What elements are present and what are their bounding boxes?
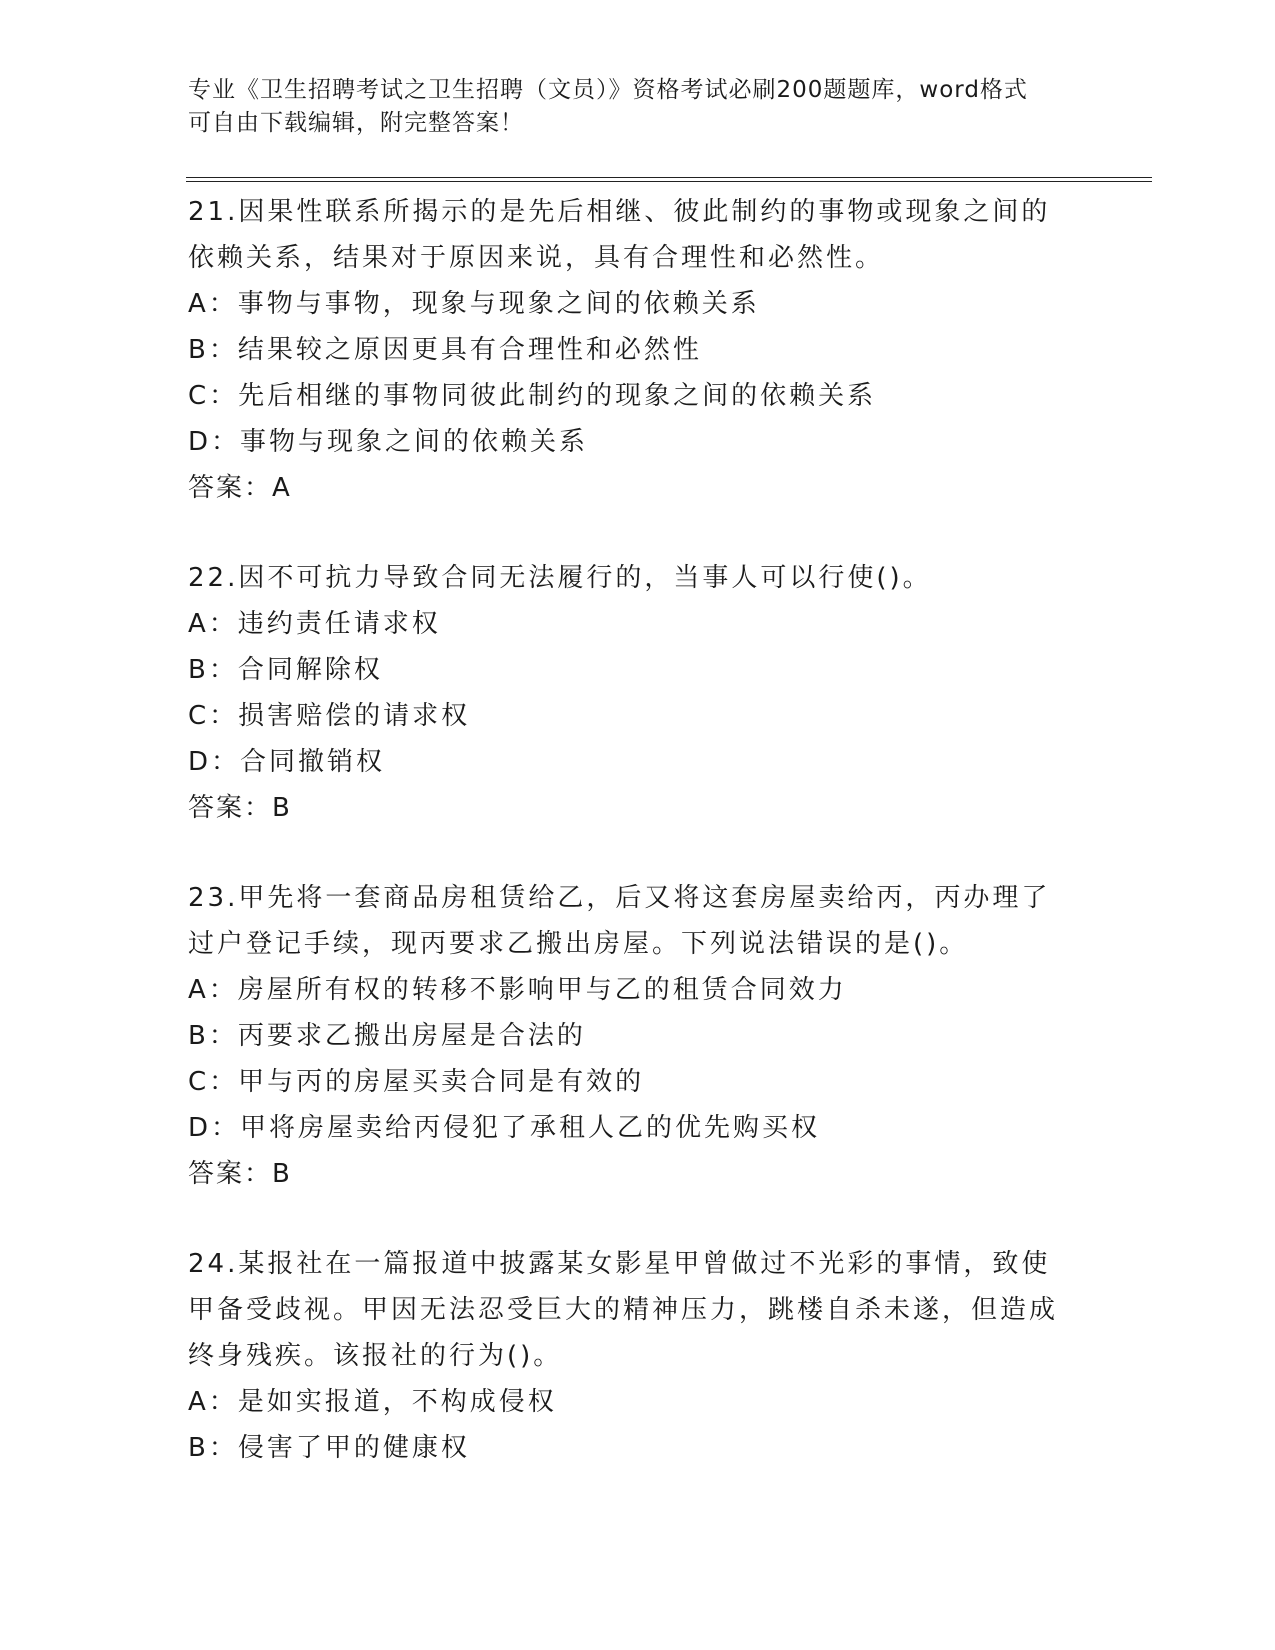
question-stem: 24.某报社在一篇报道中披露某女影星甲曾做过不光彩的事情，致使甲备受歧视。甲因无法忍受巨大的精神压力，跳楼自杀未遂，但造成终身残疾。该报社的行为()。 — [188, 1249, 1059, 1371]
question-21 — [188, 189, 1088, 511]
header-divider — [186, 177, 1152, 182]
question-stem: 21.因果性联系所揭示的是先后相继、彼此制约的事物或现象之间的依赖关系，结果对于原因来说，具有合理性和必然性。 — [188, 197, 1051, 273]
question-list — [188, 189, 1088, 1515]
option-d: D：事物与现象之间的依赖关系 — [188, 427, 589, 457]
answer-label: 答案：A — [188, 473, 292, 503]
answer-label: 答案：B — [188, 1159, 292, 1189]
option-a: A：事物与事物，现象与现象之间的依赖关系 — [188, 289, 760, 319]
header-line-1: 专业《卫生招聘考试之卫生招聘（文员）》资格考试必刷200题题库，word格式 — [188, 77, 1028, 103]
option-c: C：甲与丙的房屋买卖合同是有效的 — [188, 1067, 645, 1097]
option-b: B：合同解除权 — [188, 655, 383, 685]
question-22 — [188, 555, 1088, 831]
question-stem: 23.甲先将一套商品房租赁给乙，后又将这套房屋卖给丙，丙办理了过户登记手续，现丙要求乙搬出房屋。下列说法错误的是()。 — [188, 883, 1051, 959]
answer-label: 答案：B — [188, 793, 292, 823]
option-c: C：先后相继的事物同彼此制约的现象之间的依赖关系 — [188, 381, 877, 411]
header-line-2: 可自由下载编辑，附完整答案！ — [188, 110, 524, 136]
option-a: A：违约责任请求权 — [188, 609, 441, 639]
question-24 — [188, 1241, 1088, 1471]
option-d: D：甲将房屋卖给丙侵犯了承租人乙的优先购买权 — [188, 1113, 821, 1143]
option-b: B：丙要求乙搬出房屋是合法的 — [188, 1021, 586, 1051]
option-b: B：结果较之原因更具有合理性和必然性 — [188, 335, 702, 365]
question-stem: 22.因不可抗力导致合同无法履行的，当事人可以行使()。 — [188, 563, 932, 593]
option-b: B：侵害了甲的健康权 — [188, 1433, 470, 1463]
option-a: A：房屋所有权的转移不影响甲与乙的租赁合同效力 — [188, 975, 847, 1005]
document-header — [188, 74, 1068, 140]
option-c: C：损害赔偿的请求权 — [188, 701, 471, 731]
option-d: D：合同撤销权 — [188, 747, 386, 777]
option-a: A：是如实报道，不构成侵权 — [188, 1387, 557, 1417]
question-23 — [188, 875, 1088, 1197]
